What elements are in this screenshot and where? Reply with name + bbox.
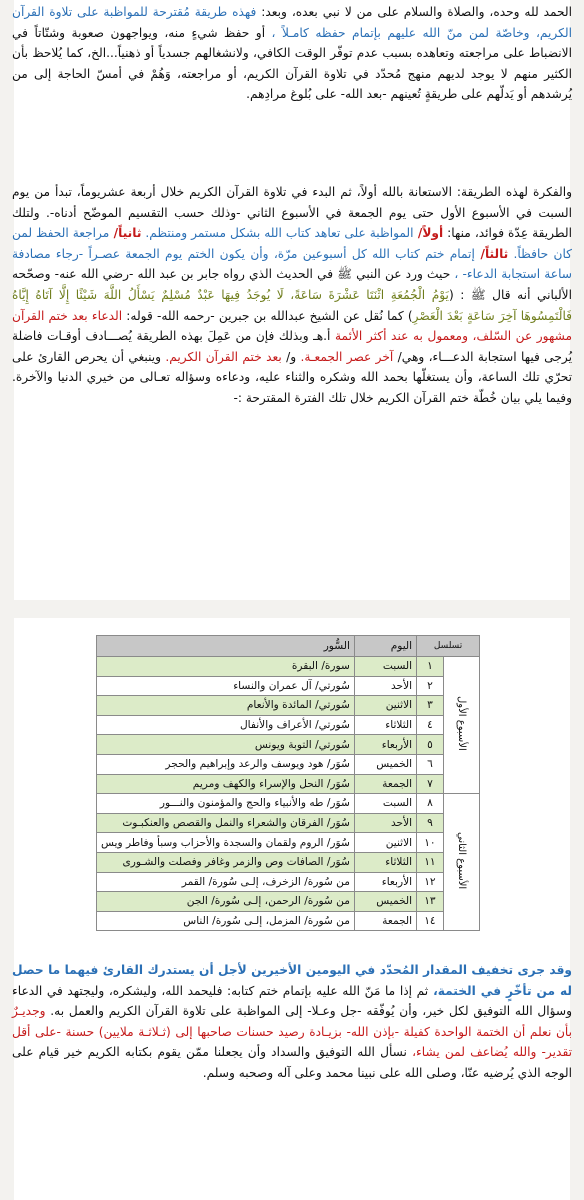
row-number: ٤ — [417, 715, 444, 735]
table-row — [97, 657, 480, 677]
table-row — [97, 833, 480, 853]
row-day: الأربعاء — [354, 735, 416, 755]
row-day: الجمعة — [354, 911, 416, 931]
row-number: ٨ — [417, 794, 444, 814]
table-row — [97, 892, 480, 912]
header-seq: تسلسل — [417, 636, 480, 657]
table-row — [97, 852, 480, 872]
row-day: الثلاثاء — [354, 852, 416, 872]
row-surahs: سُوَر/ النحل والإسراء والكهف ومريم — [97, 774, 355, 794]
table-row — [97, 735, 480, 755]
row-day: الخميس — [354, 892, 416, 912]
top-paragraph-2-segment: ثالثاً/ — [474, 246, 509, 261]
row-number: ٦ — [417, 754, 444, 774]
row-day: الأحد — [354, 813, 416, 833]
bottom-paragraph-segment: وجديـرٌ بأن نعلم أن الختمة الواحدة كفيلة -بإذن الله- بزيـادة رصيد حسنات صاحبها إلى (ثـلاثـة ملايين) حسنة -على أقل تقدير- والله يُضاعف لمن يشاء، — [12, 1004, 573, 1060]
row-number: ١ — [417, 657, 444, 677]
table-row — [97, 872, 480, 892]
row-day: الجمعة — [354, 774, 416, 794]
top-paragraph-2-segment: ) كما نُقل عن الشيخ عبدالله بن جبرين -رحمه الله- قوله: — [122, 308, 413, 323]
row-surahs: سُورتي/ آل عمران والنساء — [97, 676, 355, 696]
closing-paragraph — [0, 960, 584, 1084]
bottom-paragraph-segment: ثم إذا ما مَنّ الله عليه بإتمام ختم كتابه: فليحمد الله، وليشكره، وليجتهد في الدعاء وسؤال الله التوفيق لكل خير، وأن يُوفّقه -جل وعـلا- إلى المواظبة على تلاوة القرآن الكريم والعمل به. — [12, 983, 572, 1019]
table-row — [97, 754, 480, 774]
top-paragraph-2-segment: و/ — [281, 349, 301, 364]
table-row — [97, 774, 480, 794]
row-surahs: من سُورة/ الرحمن، إلـى سُورة/ الجن — [97, 892, 355, 912]
row-day: الاثنين — [354, 696, 416, 716]
row-number: ٥ — [417, 735, 444, 755]
row-day: الخميس — [354, 754, 416, 774]
top-paragraph-2-segment: إتمام ختم كتاب الله كل أسبوعين مرّة، وأن يكون الختم يوم الجمعة عصـراً -رجاء مصادفة ساعة استجابة الدعاء- ، — [12, 246, 572, 282]
top-paragraph-2-segment: أولاً/ — [413, 226, 444, 241]
top-paragraph-2-segment: آخر عصر الجمعـة. — [300, 349, 394, 364]
week-one-label — [443, 657, 479, 794]
top-paragraph-1-segment: الحمد لله وحده، والصلاة والسلام على من لا نبي بعده، وبعد: — [256, 5, 572, 19]
row-surahs: من سُورة/ الزخرف، إلـى سُورة/ القمر — [97, 872, 355, 892]
top-paragraph-2-segment: حيث ورد عن النبي ﷺ في الحديث الذي رواه جابر بن عبد الله -رضي الله عنه- وصحّحه الألباني أنه قال ﷺ : ( — [12, 267, 572, 302]
row-number: ١٢ — [417, 872, 444, 892]
row-number: ١٣ — [417, 892, 444, 912]
table-row — [97, 676, 480, 696]
top-paragraph-2-segment: المواظبة على تعاهد كتاب الله بشكل مستمر ومنتظم. — [141, 226, 414, 241]
row-surahs: سُوَر/ طه والأنبياء والحج والمؤمنون والنـــور — [97, 794, 355, 814]
table-row — [97, 911, 480, 931]
row-day: السبت — [354, 794, 416, 814]
top-paragraph-2-segment: بعد ختم القرآن الكريم. — [165, 349, 282, 364]
row-day: الثلاثاء — [354, 715, 416, 735]
top-paragraph-1-segment: أو حفظ شيءٍ منه، ويواجهون صعوبة وشتّاتاً في الانضباط على مراجعته وتعاهده بسبب عدم توفّر الوقت الكافي، ولانشغالهم جسدياً أو ذهنياً...الخ، كما يُلاحظ بأن الكثير منهم لا يوجد لديهم منهج مُحدّد في تلاوة القرآن الكريم، أو مراجعته، وَهُمْ في أمسّ الحاجة إلى من يُرشدهم أو يَدلّهم على طريقةٍ تُعينهم -بعد الله- على بُلوغ مرادِهم. — [12, 25, 572, 102]
table-row — [97, 715, 480, 735]
bottom-paragraph-segment: نسأل الله التوفيق والسداد وأن يجعلنا ممّن يقوم بكتابه الكريم خير قيام على الوجه الذي يُرضيه عنّا، وصلى الله على نبينا محمد وعلى آله وصحبه وسلم. — [12, 1045, 572, 1080]
row-number: ٧ — [417, 774, 444, 794]
table-row — [97, 813, 480, 833]
week-label-text: الأسبوع الأول — [455, 696, 467, 751]
row-surahs: سُورتي/ الأعراف والأنفال — [97, 715, 355, 735]
table-header-row — [97, 636, 480, 657]
top-paragraph-2-segment: يَوْمُ الْجُمُعَةِ اثْنَتَا عَشْرَةَ سَاعَةً، لَا يُوجَدُ فِيهَا عَبْدٌ مُسْلِمٌ يَسْأَلُ اللَّهَ شَيْئًا إِلَّا آتَاهُ إِيَّاهُ فَالْتَمِسُوهَا آخِرَ سَاعَةٍ بَعْدَ الْعَصْرِ — [12, 287, 572, 323]
row-number: ١٠ — [417, 833, 444, 853]
top-paragraph-2-segment: ثانياً/ — [109, 226, 142, 241]
row-surahs: سُوَر/ الفرقان والشعراء والنمل والقصص والعنكبـوت — [97, 813, 355, 833]
top-paragraph-2-segment: أ.هـ وبذلك فإن من عَمِلَ بهذه الطريقة يُصـــادف أوقـات فاضلة يُرجى فيها استجابة الدعـــاء، وهي/ — [12, 329, 572, 364]
row-day: الاثنين — [354, 833, 416, 853]
row-number: ٣ — [417, 696, 444, 716]
row-day: الأربعاء — [354, 872, 416, 892]
row-surahs: سُوَر/ الروم ولقمان والسجدة والأحزاب وسبأ وفاطر ويس — [97, 833, 355, 853]
row-surahs: من سُورة/ المزمل، إلـى سُورة/ الناس — [97, 911, 355, 931]
top-paragraph-2-segment: الدعاء بعد ختم القرآن مشهور عن السّلف، ومعمول به عند أكثر الأئمة — [12, 308, 573, 344]
row-day: الأحد — [354, 676, 416, 696]
row-number: ٢ — [417, 676, 444, 696]
top-paragraph-1-segment: فهذه طريقة مُقترحة للمواظبة على تلاوة القرآن الكريم، وخاصّة لمن منّ الله عليهم بإتمام حفظه كامـلاً ، — [12, 5, 572, 40]
header-surahs: السُّور — [97, 636, 355, 657]
row-surahs: سُوَر/ الصافات وص والزمر وغافر وفصلت والشـورى — [97, 852, 355, 872]
row-surahs: سورة/ البقرة — [97, 657, 355, 677]
method-paragraph — [0, 182, 584, 409]
header-day: اليوم — [354, 636, 416, 657]
top-paragraph-2-segment: وينبغي أن يحرص القارئ على تحرّي تلك الساعة، وأن يستغلّها بحمد الله وشكره والثناء عليه، ودعاءه وسؤاله تعـالى من خيري الدنيا والآخرة. وفيما يلي بيان خُطّة ختم القرآن الكريم خلال تلك الفترة المقترحة :- — [12, 349, 572, 405]
row-surahs: سُورتي/ المائدة والأنعام — [97, 696, 355, 716]
top-paragraph-2-segment: مراجعة الحفظ لمن كان حافظاً. — [12, 226, 572, 261]
table-row — [97, 696, 480, 716]
row-day: السبت — [354, 657, 416, 677]
page-gap — [0, 600, 584, 618]
intro-paragraph — [0, 2, 584, 105]
khatma-schedule-table — [96, 635, 480, 931]
week-label-text: الأسبوع الثاني — [455, 832, 467, 890]
top-paragraph-2-segment: والفكرة لهذه الطريقة: الاستعانة بالله أولاً، ثم البدء في تلاوة القرآن الكريم خلال أربعة عشريوماً، تبدأ من يوم السبت في الأسبوع الأول حتى يوم الجمعة في الأسبوع الثاني -وذلك حسب التقسيم الموضّح أدناه-. ولتلك الطريقة عِدّة فوائد، منها: — [12, 185, 572, 241]
row-number: ١٤ — [417, 911, 444, 931]
table-row — [97, 794, 480, 814]
week-two-label — [443, 794, 479, 931]
row-surahs: سُوَر/ هود ويوسف والرعد وإبراهيم والحجر — [97, 754, 355, 774]
row-number: ٩ — [417, 813, 444, 833]
row-surahs: سُورتي/ التوبة ويونس — [97, 735, 355, 755]
bottom-paragraph-segment: وقد جرى تخفيف المقدار المُحدّد في اليومين الأخيرين لأجل أن يستدرك القارئ فيهما ما حصل له من تأخّرٍ في الختمة، — [12, 963, 572, 998]
row-number: ١١ — [417, 852, 444, 872]
